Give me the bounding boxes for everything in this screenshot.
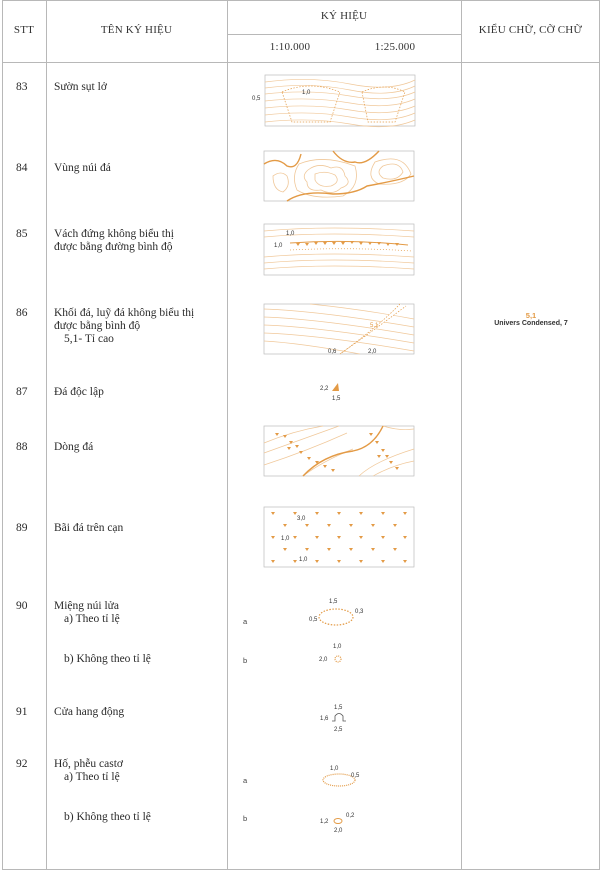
row-number: 85	[16, 228, 28, 240]
steep-cliff-symbol	[260, 223, 418, 279]
header-scale-10000: 1:10.000	[269, 41, 311, 53]
variant-b-label: b) Không theo tỉ lệ	[64, 811, 151, 823]
header-name: TÊN KÝ HIỆU	[100, 24, 173, 36]
volcanic-crater-unscaled-symbol	[315, 641, 355, 669]
dimension-label: 1,0	[299, 557, 308, 563]
dimension-label: 2,0	[368, 349, 377, 355]
dimension-label: 1,0	[274, 243, 283, 249]
font-spec-name: Univers Condensed, 7	[494, 320, 568, 327]
symbol-name	[54, 307, 194, 346]
karst-funnel-scaled-symbol	[315, 760, 371, 794]
dimension-label: 2,5	[334, 727, 343, 733]
row-number: 89	[16, 522, 28, 534]
symbol-name: Sườn sụt lở	[54, 81, 107, 93]
karst-funnel-unscaled-symbol	[315, 808, 365, 836]
dimension-label: 0,5	[351, 773, 360, 779]
dimension-label: 3,0	[297, 516, 306, 522]
row-number: 84	[16, 162, 28, 174]
column-divider	[461, 0, 462, 870]
landslide-slope-symbol	[250, 74, 420, 130]
dimension-label: 1,5	[332, 396, 341, 402]
dimension-label: 0,5	[309, 617, 318, 623]
symbol-name-line: Vách đứng không biểu thị	[54, 228, 174, 240]
variant-b-mark: b	[243, 814, 248, 823]
variant-b-label: b) Không theo tỉ lệ	[64, 653, 151, 665]
rock-field-symbol	[263, 506, 417, 568]
symbol-name	[54, 758, 123, 784]
row-number: 91	[16, 706, 28, 718]
dimension-label: 1,0	[330, 766, 339, 772]
symbol-name: Cửa hang động	[54, 706, 125, 718]
variant-a-label: a) Theo tỉ lệ	[64, 613, 120, 625]
dimension-label: 2,2	[320, 386, 329, 392]
header-symbol: KÝ HIỆU	[320, 10, 368, 22]
dimension-label: 1,5	[334, 705, 343, 711]
variant-b-mark: b	[243, 656, 248, 665]
rock-flow-symbol	[263, 425, 417, 481]
row-number: 87	[16, 386, 28, 398]
isolated-rock-symbol	[318, 380, 358, 406]
symbol-name-line: Hố, phễu castơ	[54, 758, 123, 770]
dimension-label: 1,0	[333, 644, 342, 650]
symbol-name-line: Khối đá, luỹ đá không biểu thị	[54, 307, 195, 319]
dimension-label: 2,0	[334, 828, 343, 834]
symbol-name-line: Miệng núi lửa	[54, 600, 120, 612]
dimension-label: 1,6	[320, 716, 329, 722]
dimension-label: 0,3	[355, 609, 364, 615]
header-font: KIỂU CHỮ, CỠ CHỮ	[478, 24, 583, 36]
symbol-name-line: được bằng đường bình độ	[54, 241, 173, 253]
relative-height-label: 5,1	[370, 323, 379, 329]
row-number: 83	[16, 81, 28, 93]
row-number: 90	[16, 600, 28, 612]
header-divider	[227, 34, 461, 35]
font-spec-number: 5,1	[525, 311, 537, 320]
symbol-name: Bãi đá trên cạn	[54, 522, 124, 534]
dimension-label: 1,0	[302, 90, 311, 96]
symbol-name: Đá độc lập	[54, 386, 104, 398]
symbol-name	[54, 653, 151, 666]
column-divider	[227, 0, 228, 870]
symbol-name	[54, 811, 151, 824]
header-stt: STT	[13, 24, 35, 36]
rocky-mountain-area-symbol	[263, 150, 417, 206]
symbol-note: 5,1- Tỉ cao	[64, 333, 114, 345]
cave-entrance-symbol	[318, 700, 358, 738]
symbol-name-line: được bằng bình độ	[54, 320, 141, 332]
volcanic-crater-scaled-symbol	[305, 595, 365, 633]
variant-a-label: a) Theo tỉ lệ	[64, 771, 120, 783]
row-number: 86	[16, 307, 28, 319]
variant-a-mark: a	[243, 776, 248, 785]
dimension-label: 0,5	[252, 96, 261, 102]
dimension-label: 0,6	[328, 349, 337, 355]
symbol-name	[54, 228, 174, 254]
dimension-label: 1,0	[286, 231, 295, 237]
symbol-name	[54, 600, 120, 626]
header-scale-25000: 1:25.000	[374, 41, 416, 53]
dimension-label: 1,0	[281, 536, 290, 542]
dimension-label: 1,2	[320, 819, 329, 825]
symbol-name: Vùng núi đá	[54, 162, 111, 174]
dimension-label: 0,2	[346, 813, 355, 819]
header-bottom-border	[2, 62, 600, 63]
row-number: 88	[16, 441, 28, 453]
dimension-label: 1,5	[329, 599, 338, 605]
dimension-label: 2,0	[319, 657, 328, 663]
row-number: 92	[16, 758, 28, 770]
rock-block-symbol	[260, 303, 418, 359]
variant-a-mark: a	[243, 617, 248, 626]
symbol-name: Dòng đá	[54, 441, 94, 453]
column-divider	[46, 0, 47, 870]
